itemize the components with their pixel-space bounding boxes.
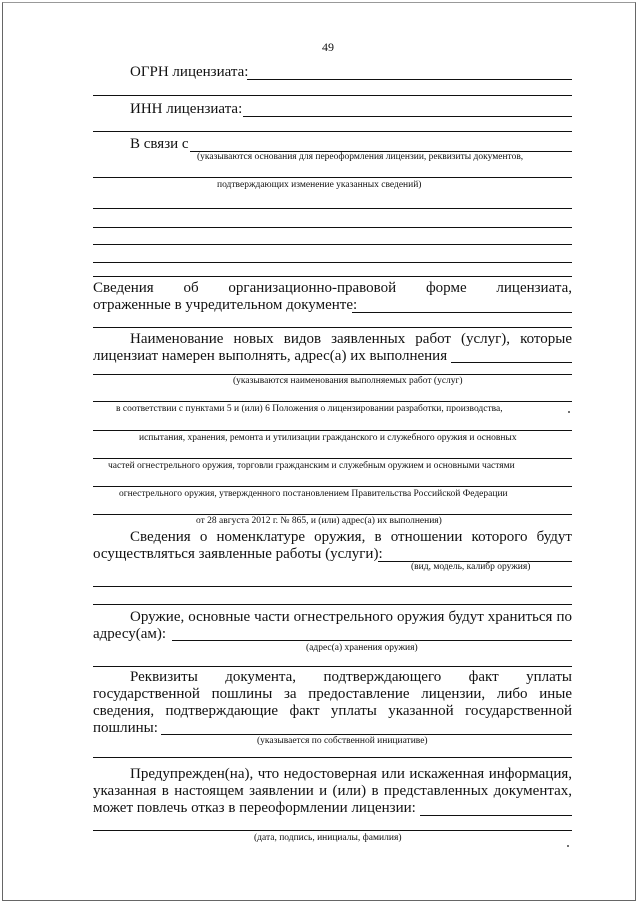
fee-line-2: государственной пошлины за предоставление лицензии, либо иные [93,686,572,702]
reason-field-line-2[interactable] [93,177,572,178]
works-hint-1: (указываются наименования выполняемых работ (услуг) [233,376,463,386]
warning-line-2: указанная в настоящем заявлении и (или) в представленных документах, [93,783,572,799]
nomenclature-paragraph [93,529,572,563]
org-form-field-extra[interactable] [93,327,572,328]
warning-line-3: может повлечь отказ в переоформлении лицензии: [93,800,416,816]
fee-field[interactable] [161,734,572,735]
works-field[interactable] [451,362,572,363]
org-form-line-2: отраженные в учредительном документе: [93,297,358,313]
ogrn-label: ОГРН лицензиата: [130,64,249,80]
reason-field-line-4[interactable] [93,227,572,228]
nomenclature-field-line-3[interactable] [93,604,572,605]
reason-hint-1: (указываются основания для переоформления лицензии, реквизиты документов, [197,152,524,162]
works-paragraph [93,331,572,365]
reason-field-line-7[interactable] [93,276,572,277]
page-number: 49 [322,40,334,54]
works-field-line-3[interactable] [93,401,572,402]
fee-line-4: пошлины: [93,720,158,736]
nomenclature-field-line-2[interactable] [93,586,572,587]
fee-hint: (указывается по собственной инициативе) [257,736,428,746]
inn-field-extra[interactable] [93,131,572,132]
org-form-field[interactable] [352,312,572,313]
reason-field-line-3[interactable] [93,208,572,209]
warning-line-1: Предупрежден(на), что недостоверная или искаженная информация, [130,766,572,782]
org-form-line-1: Сведения об организационно-правовой форме лицензиата, [93,280,572,296]
ogrn-field-extra[interactable] [93,95,572,96]
works-hint-2: в соответствии с пунктами 5 и (или) 6 Положения о лицензировании разработки, производства, [116,404,503,414]
nomenclature-line-1: Сведения о номенклатуре оружия, в отношении которого будут [130,529,572,545]
reason-field-line-6[interactable] [93,262,572,263]
reason-label: В связи с [130,136,189,152]
fee-field-line-2[interactable] [93,757,572,758]
inn-label: ИНН лицензиата: [130,101,243,117]
signature-field[interactable] [420,815,572,816]
works-line-1: Наименование новых видов заявленных работ (услуг), которые [130,331,572,347]
works-field-line-4[interactable] [93,430,572,431]
signature-field-line-2[interactable] [93,830,572,831]
works-line-2: лицензиат намерен выполнять, адрес(а) их выполнения [93,348,448,364]
works-hint-3: испытания, хранения, ремонта и утилизации гражданского и служебного оружия и основных [139,433,517,443]
warning-paragraph [93,766,572,817]
works-field-line-7[interactable] [93,514,572,515]
nomenclature-hint: (вид, модель, калибр оружия) [411,562,531,572]
scan-speck [568,411,570,413]
fee-paragraph [93,669,572,737]
scan-speck [567,845,569,847]
storage-hint: (адрес(а) хранения оружия) [306,643,418,653]
org-form-paragraph [93,280,572,314]
storage-field-line-2[interactable] [93,666,572,667]
inn-field[interactable] [243,116,572,117]
works-hint-6: от 28 августа 2012 г. № 865, и (или) адрес(а) их выполнения) [196,516,442,526]
signature-hint: (дата, подпись, инициалы, фамилия) [254,833,402,843]
reason-field-line-5[interactable] [93,244,572,245]
works-hint-5: огнестрельного оружия, утвержденного постановлением Правительства Российской Федерации [119,489,508,499]
storage-line-2: адресу(ам): [93,626,167,642]
reason-hint-2: подтверждающих изменение указанных сведений) [217,180,422,190]
works-field-line-5[interactable] [93,458,572,459]
works-field-line-2[interactable] [93,374,572,375]
storage-field[interactable] [172,640,572,641]
fee-line-1: Реквизиты документа, подтверждающего факт уплаты [130,669,572,685]
works-hint-4: частей огнестрельного оружия, торговли гражданским и служебным оружием и основными частями [108,461,515,471]
works-field-line-6[interactable] [93,486,572,487]
fee-line-3: сведения, подтверждающие факт уплаты указанной государственной [93,703,572,719]
nomenclature-line-2: осуществляться заявленные работы (услуги): [93,546,383,562]
storage-line-1: Оружие, основные части огнестрельного оружия будут храниться по [130,609,572,625]
storage-paragraph [93,609,572,643]
ogrn-field[interactable] [247,79,572,80]
